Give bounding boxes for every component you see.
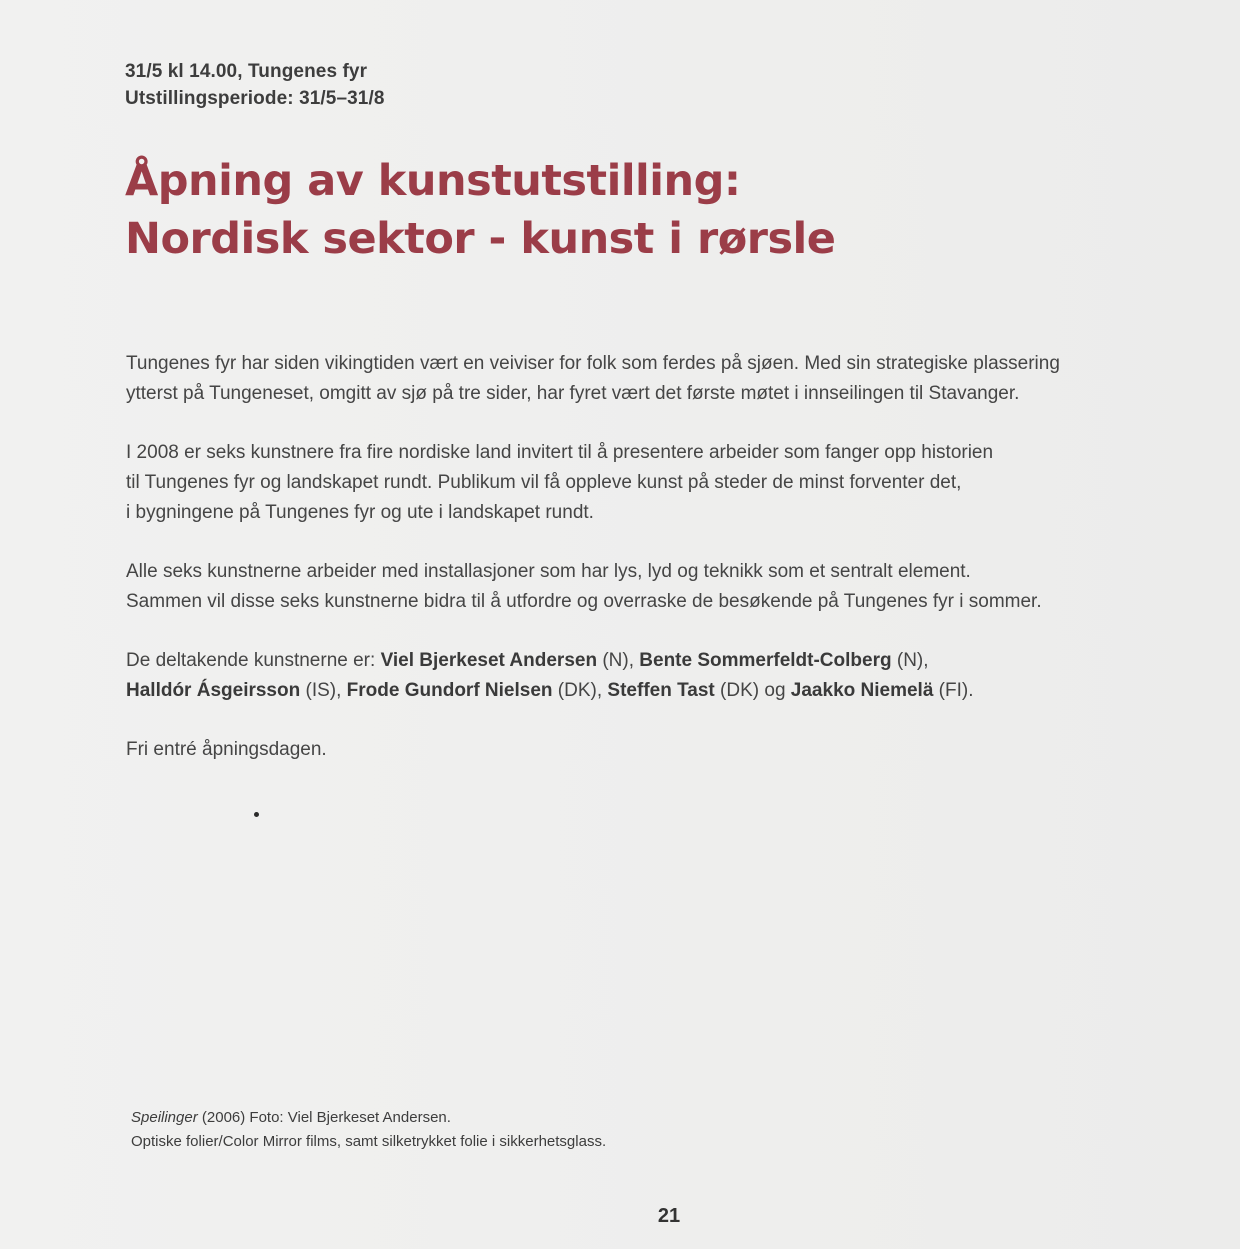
caption-work-title: Speilinger [131, 1109, 198, 1126]
text-line: Alle seks kunstnerne arbeider med installasjoner som har lys, lyd og teknikk som et sentralt element. [126, 561, 971, 582]
text-line: I 2008 er seks kunstnere fra fire nordiske land invitert til å presentere arbeider som fanger opp historien [126, 442, 994, 463]
caption-line-1 [131, 1106, 606, 1130]
caption-line-2: Optiske folier/Color Mirror films, samt silketrykket folie i sikkerhetsglass. [131, 1133, 607, 1150]
page-number: 21 [657, 1205, 681, 1227]
page-title [125, 152, 835, 268]
event-date-place: 31/5 kl 14.00, Tungenes fyr [125, 61, 368, 82]
body-text [126, 320, 1206, 794]
text-line: Fri entré åpningsdagen. [126, 739, 327, 760]
artists-intro: De deltakende kunstnerne er: [126, 650, 381, 671]
text-line: i bygningene på Tungenes fyr og ute i landskapet rundt. [126, 502, 594, 523]
artist-name: Halldór Ásgeirsson [126, 680, 301, 701]
text-line [126, 676, 1206, 706]
artist-country: (IS), [300, 680, 347, 701]
caption-credit: (2006) Foto: Viel Bjerkeset Andersen. [197, 1109, 451, 1126]
artist-name: Frode Gundorf Nielsen [346, 680, 553, 701]
artist-name: Jaakko Niemelä [790, 680, 934, 701]
title-line-1: Åpning av kunstutstilling: [125, 156, 741, 206]
artist-name: Bente Sommerfeldt-Colberg [639, 650, 892, 671]
bullet-dot [254, 812, 259, 817]
text-line: til Tungenes fyr og landskapet rundt. Publikum vil få oppleve kunst på steder de minst forventer det, [126, 472, 962, 493]
artist-country: (N), [597, 650, 640, 671]
text-line: ytterst på Tungeneset, omgitt av sjø på tre sider, har fyret vært det første møtet i innseilingen til Stavanger. [126, 383, 1020, 404]
artist-country: (DK), [552, 680, 608, 701]
title-line-2: Nordisk sektor - kunst i rørsle [125, 214, 836, 264]
artist-country: (DK) og [714, 680, 791, 701]
artist-country: (FI). [933, 680, 974, 701]
artist-name: Viel Bjerkeset Andersen [380, 650, 598, 671]
artist-name: Steffen Tast [607, 680, 715, 701]
text-line: Tungenes fyr har siden vikingtiden vært en veiviser for folk som ferdes på sjøen. Med sin strategiske plassering [126, 353, 1060, 374]
artist-country: (N), [891, 650, 929, 671]
event-meta [125, 58, 385, 112]
exhibition-period: Utstillingsperiode: 31/5–31/8 [125, 88, 385, 109]
photo-caption [131, 1106, 606, 1154]
text-line [126, 646, 1206, 676]
text-line: Sammen vil disse seks kunstnerne bidra til å utfordre og overraske de besøkende på Tungenes fyr i sommer. [126, 591, 1042, 612]
